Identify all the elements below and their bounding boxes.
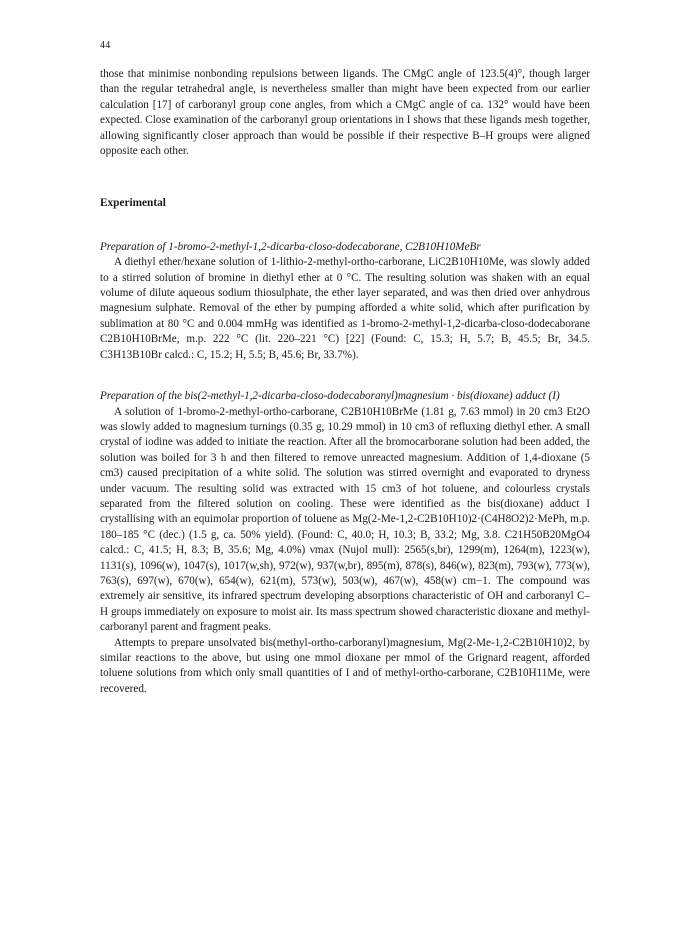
prep2-heading: Preparation of the bis(2-methyl-1,2-dicarba-closo-dodecaboranyl)magnesium · bis(dioxane) adduct (I) xyxy=(100,390,560,403)
section-heading-experimental: Experimental xyxy=(100,197,166,210)
page-number: 44 xyxy=(100,40,111,51)
prep2-paragraph-2: Attempts to prepare unsolvated bis(methyl-ortho-carboranyl)magnesium, Mg(2-Me-1,2-C2B10H10)2, by similar reactions to the above, but using one mmol dioxane per mmol of the Grignard reagent, afforded toluene solutions from which only small quantities of I and of methyl-ortho-carborane, C2B10H11Me, were recovered. xyxy=(100,636,590,695)
article-body xyxy=(100,67,590,697)
prep1-heading: Preparation of 1-bromo-2-methyl-1,2-dicarba-closo-dodecaborane, C2B10H10MeBr xyxy=(100,240,481,253)
prep2-paragraph: A solution of 1-bromo-2-methyl-ortho-carborane, C2B10H10BrMe (1.81 g, 7.63 mmol) in 20 cm3 Et2O was slowly added to magnesium turnings (0.35 g, 10.29 mmol) in 10 cm3 of refluxing diethyl ether. A small crystal of iodine was added to initiate the reaction. After all the bromocarborane solution had been added, the solution was boiled for 3 h and then filtered to remove unreacted magnesium. Addition of 1,4-dioxane (5 cm3) caused precipitation of a white solid. The solution was stirred overnight and evaporated to dryness under vacuum. The resulting solid was extracted with 15 cm3 of hot toluene, and colourless crystals separated from the filtered solution on cooling. These were identified as the bis(dioxane) adduct I crystallising with an equimolar proportion of toluene as Mg(2-Me-1,2-C2B10H10)2·(C4H8O2)2·MePh, m.p. 180–185 °C (dec.) (1.5 g, ca. 50% yield). (Found: C, 40.0; H, 10.3; B, 33.2; Mg, 3.8. C21H50B20MgO4 calcd.: C, 41.5; H, 8.3; B, 35.6; Mg, 4.0%) νmax (Nujol mull): 2565(s,br), 1299(m), 1264(m), 1223(w), 1131(s), 1096(w), 1047(s), 1017(w,sh), 972(w), 937(w,br), 895(m), 878(s), 846(w), 823(m), 793(w), 773(w), 763(s), 697(w), 670(w), 654(w), 621(m), 573(w), 503(w), 467(w), 458(w) cm−1. The compound was extremely air sensitive, its infrared spectrum developing absorptions characteristic of OH and carboranyl C–H groups immediately on exposure to moist air. Its mass spectrum showed characteristic dioxane and methyl-carboranyl parent and fragment peaks. xyxy=(100,405,590,634)
intro-paragraph: those that minimise nonbonding repulsions between ligands. The CMgC angle of 123.5(4)°, though larger than the regular tetrahedral angle, is nevertheless smaller than might have been expected from our earlier calculation [17] of carboranyl group cone angles, from which a CMgC angle of ca. 132° would have been expected. Close examination of the carboranyl group orientations in I shows that these ligands mesh together, allowing significantly closer approach than would be possible if their respective B–H groups were aligned opposite each other. xyxy=(100,68,590,158)
prep1-paragraph: A diethyl ether/hexane solution of 1-lithio-2-methyl-ortho-carborane, LiC2B10H10Me, was slowly added to a stirred solution of bromine in diethyl ether at 0 °C. The resulting solution was shaken with an equal volume of dilute aqueous sodium thiosulphate, the ether layer separated, and was then dried over anhydrous magnesium sulphate. Removal of the ether by pumping afforded a white solid, which after purification by sublimation at 80 °C and 0.004 mmHg was identified as 1-bromo-2-methyl-1,2-dicarba-closo-dodecaborane C2B10H10BrMe, m.p. 222 °C (lit. 220–221 °C) [22] (Found: C, 15.3; H, 5.7; B, 45.5; Br, 34.5. C3H13B10Br calcd.: C, 15.2; H, 5.5; B, 45.6; Br, 33.7%). xyxy=(100,256,590,361)
